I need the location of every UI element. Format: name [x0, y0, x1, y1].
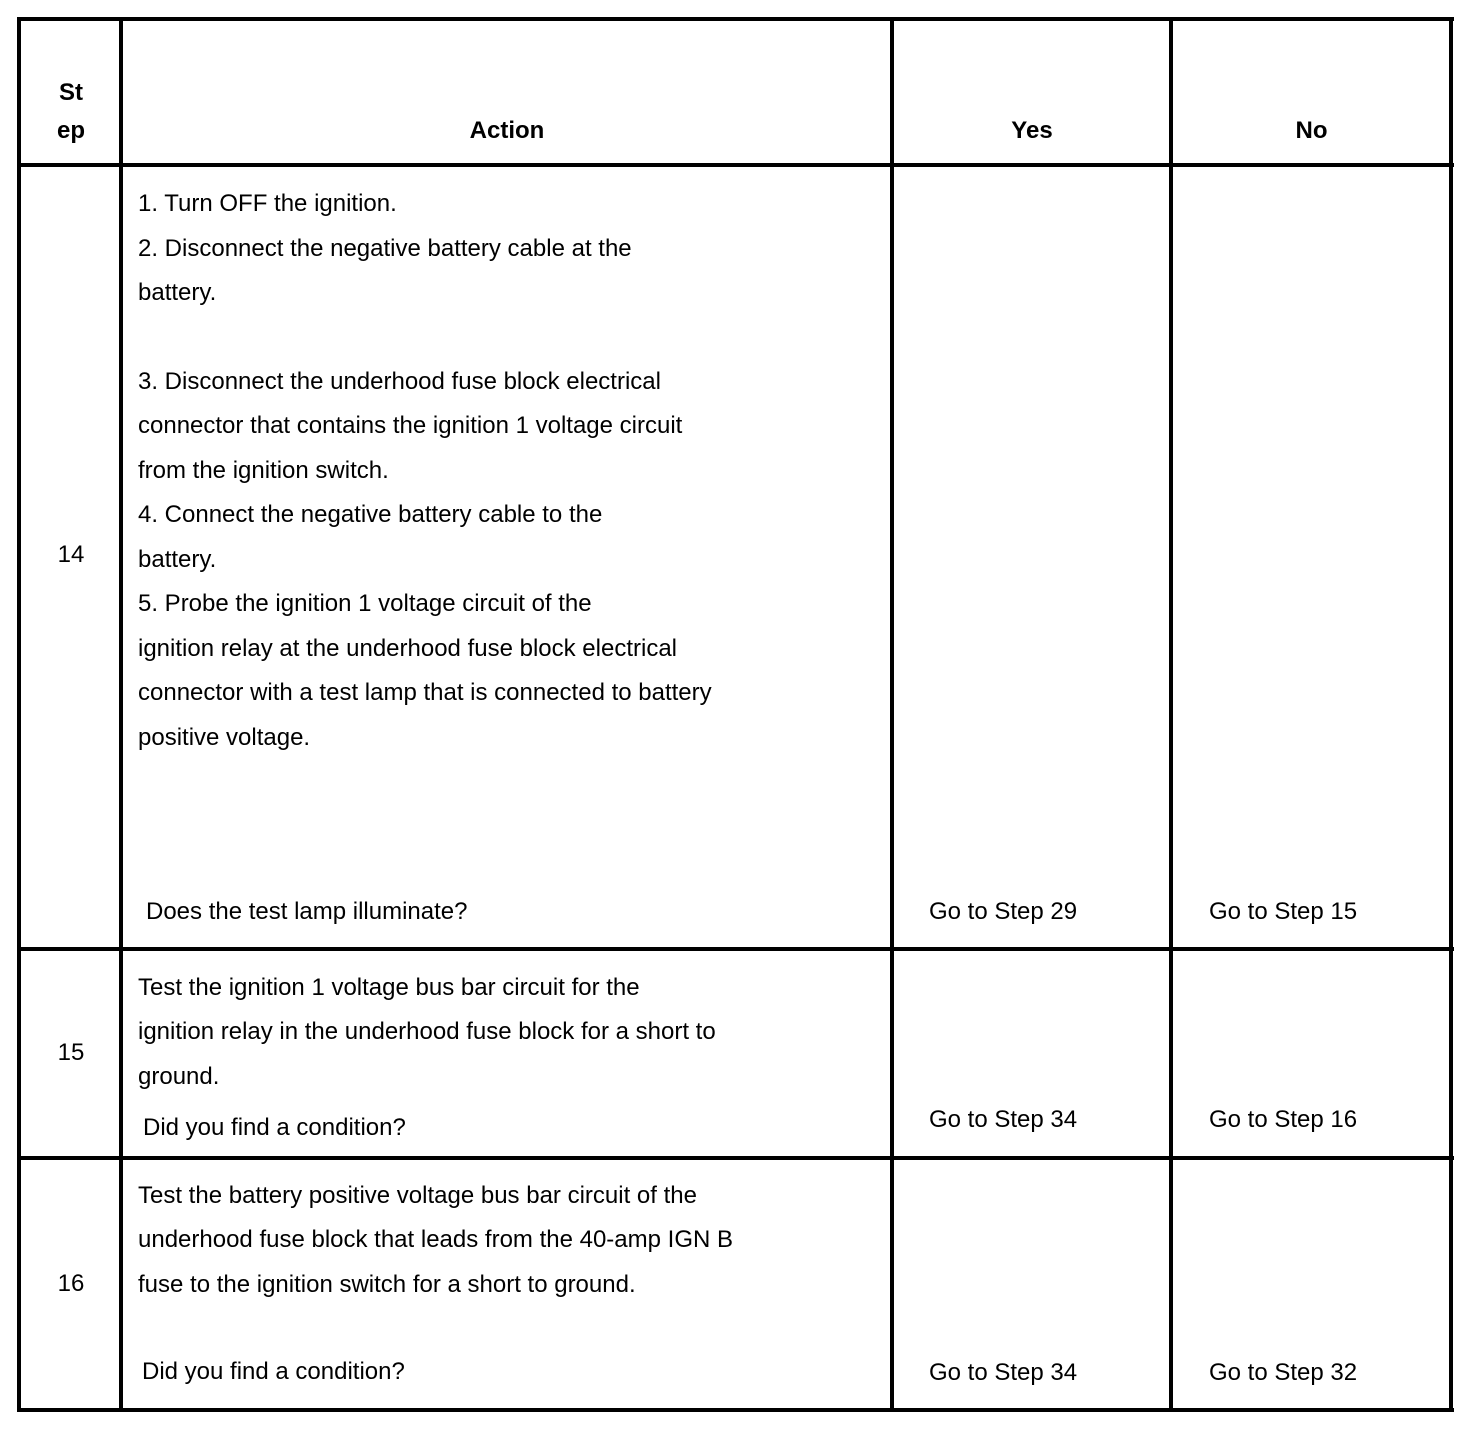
- column-divider: [890, 17, 894, 1412]
- action-line: battery.: [138, 279, 217, 306]
- action-question: Does the test lamp illuminate?: [146, 898, 468, 925]
- action-line: battery.: [138, 546, 217, 573]
- step-number: 14: [57, 541, 85, 568]
- header-step-line2: ep: [56, 117, 85, 144]
- no-result: Go to Step 16: [1209, 1106, 1358, 1133]
- action-line: ignition relay in the underhood fuse block for a short to: [138, 1018, 716, 1045]
- action-line: ignition relay at the underhood fuse block electrical: [138, 635, 677, 662]
- yes-result: Go to Step 29: [929, 898, 1078, 925]
- header-action: Action: [469, 117, 545, 144]
- header-yes: Yes: [1011, 117, 1053, 144]
- action-line: 4. Connect the negative battery cable to the: [138, 501, 603, 528]
- no-result: Go to Step 32: [1209, 1359, 1358, 1386]
- header-divider: [18, 163, 1454, 167]
- action-line: underhood fuse block that leads from the 40-amp IGN B: [138, 1226, 733, 1253]
- action-line: fuse to the ignition switch for a short to ground.: [138, 1271, 636, 1298]
- header-step: [20, 74, 122, 150]
- yes-result: Go to Step 34: [929, 1106, 1078, 1133]
- yes-result: Go to Step 34: [929, 1359, 1078, 1386]
- action-line: Test the battery positive voltage bus bar circuit of the: [138, 1182, 697, 1209]
- action-line: 1. Turn OFF the ignition.: [138, 190, 397, 217]
- action-question: Did you find a condition?: [142, 1358, 405, 1385]
- table-border-bottom: [18, 1408, 1454, 1412]
- header-no: No: [1295, 117, 1328, 144]
- table-border-top: [18, 17, 1454, 21]
- action-line: 2. Disconnect the negative battery cable at the: [138, 235, 632, 262]
- step-number: 16: [57, 1270, 85, 1297]
- action-line: Test the ignition 1 voltage bus bar circuit for the: [138, 974, 640, 1001]
- column-divider: [119, 17, 123, 1412]
- action-line: 5. Probe the ignition 1 voltage circuit of the: [138, 590, 592, 617]
- action-line: connector with a test lamp that is connected to battery: [138, 679, 712, 706]
- table-border-left: [17, 17, 21, 1412]
- action-line: from the ignition switch.: [138, 457, 389, 484]
- step-number: 15: [57, 1039, 85, 1066]
- action-question: Did you find a condition?: [143, 1114, 406, 1141]
- column-divider: [1169, 17, 1173, 1412]
- action-line: connector that contains the ignition 1 voltage circuit: [138, 412, 683, 439]
- action-line: 3. Disconnect the underhood fuse block electrical: [138, 368, 661, 395]
- row-divider: [18, 1156, 1454, 1160]
- action-line: ground.: [138, 1063, 220, 1090]
- row-divider: [18, 947, 1454, 951]
- no-result: Go to Step 15: [1209, 898, 1358, 925]
- header-step-line1: St: [59, 79, 83, 106]
- table-border-right: [1449, 17, 1453, 1412]
- action-line: positive voltage.: [138, 724, 311, 751]
